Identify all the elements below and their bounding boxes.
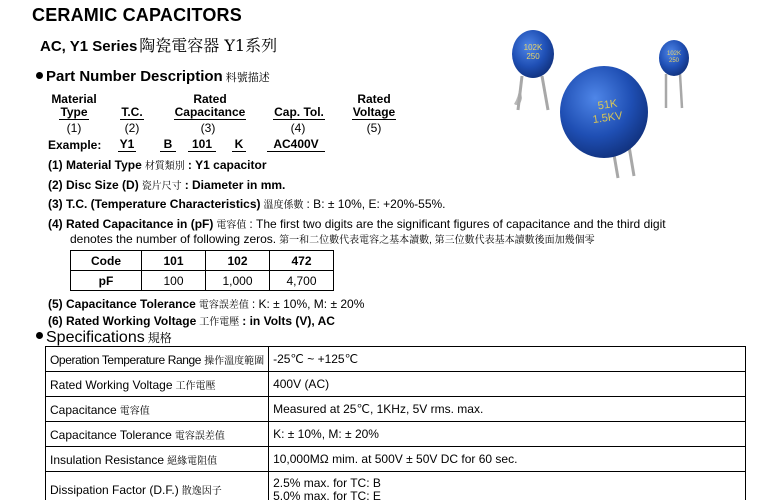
small-capacitor-marking: 102K [523,43,543,52]
desc-rated-working-voltage: (6) Rated Working Voltage 工作電壓 : in Volts (V), AC [48,314,335,328]
spec-value-cell: 400V (AC) [269,372,746,397]
table-header-cell: 102 [206,251,270,271]
spec-value-cell: Measured at 25℃, 1KHz, 5V rms. max. [269,397,746,422]
bullet-icon [36,72,43,79]
spec-value-cell: -25℃ ~ +125℃ [269,347,746,372]
desc-rated-capacitance: (4) Rated Capacitance in (pF) 電容值 : The first two digits are the significant figures of capacitance and the third digit [48,217,666,231]
table-header-cell: 472 [270,251,334,271]
column-label-line1: Rated [193,92,227,106]
column-index: (5) [366,121,382,135]
example-part-voltage: AC400V [267,138,325,152]
table-row [46,347,746,372]
desc-capacitance-tolerance: (5) Capacitance Tolerance 電容誤差值 : K: ± 10%, M: ± 20% [48,297,365,311]
series-heading [40,33,277,56]
column-label-line2: Cap. Tol. [274,105,324,119]
table-row [46,372,746,397]
part-number-heading [36,68,270,85]
large-capacitor-marking: 51K [597,97,619,113]
spec-value-cell: 2.5% max. for TC: B 5.0% max. for TC: E [269,472,746,500]
desc-rated-capacitance-cont: denotes the number of following zeros. 第一和二位數代表電容之基本讀數, 第三位數代表基本讀數後面加幾個零 [70,232,595,246]
table-header-cell: 101 [142,251,206,271]
column-material-type [46,93,102,120]
column-label-line2: T.C. [121,105,143,119]
table-row [46,397,746,422]
capacitance-code-table [70,250,334,291]
column-cap-tol [266,93,332,120]
table-header-cell: Code [71,251,142,271]
table-cell: 100 [142,271,206,291]
desc-material-type: (1) Material Type 材質類別 : Y1 capacitor [48,158,267,172]
table-cell: 1,000 [206,271,270,291]
bullet-icon [36,332,43,339]
spec-label-cell: Rated Working Voltage 工作電壓 [46,372,269,397]
table-cell: 4,700 [270,271,334,291]
column-label-line1: Material [51,92,97,106]
large-capacitor-marking: 1.5KV [591,110,624,127]
column-index: (2) [124,121,140,135]
example-part-capacitance: 101 [188,138,216,152]
specifications-heading-cjk: 規格 [147,331,172,345]
tiny-capacitor-marking: 250 [668,58,680,64]
capacitor-lead [518,76,522,110]
table-row [71,271,334,291]
example-label: Example: [48,138,102,152]
capacitor-lead [680,74,682,108]
column-label-line2: Type [60,105,88,119]
capacitor-lead [542,76,548,110]
column-rated-capacitance [168,93,252,120]
column-index: (4) [290,121,306,135]
column-label-line2: Voltage [352,105,396,119]
specifications-heading [36,329,172,347]
small-capacitor-marking: 250 [526,52,540,61]
example-part-tc: B [160,138,176,152]
tiny-capacitor-marking: 102K [666,51,682,57]
table-cell: pF [71,271,142,291]
column-index: (3) [200,121,216,135]
example-part-material: Y1 [119,137,135,151]
column-label-line1: Rated [357,92,391,106]
column-rated-voltage [344,93,404,120]
series-name-cjk: 陶瓷電容器 Y1系列 [139,36,278,55]
column-tc [112,93,152,120]
desc-disc-size: (2) Disc Size (D) 瓷片尺寸 : Diameter in mm. [48,178,286,192]
table-row [46,422,746,447]
spec-value-cell: K: ± 10%, M: ± 20% [269,422,746,447]
column-index: (1) [66,121,82,135]
spec-label-cell: Dissipation Factor (D.F.) 散逸因子 [46,472,269,500]
table-row [46,447,746,472]
page-title: CERAMIC CAPACITORS [32,5,242,25]
spec-label-cell: Capacitance Tolerance 電容誤差值 [46,422,269,447]
series-name: AC, Y1 Series [40,38,138,55]
spec-label-cell: Insulation Resistance 絕緣電阻值 [46,447,269,472]
specifications-table [45,346,746,500]
example-part-tolerance: K [232,138,246,152]
spec-value-cell: 10,000MΩ mim. at 500V ± 50V DC for 60 sec. [269,447,746,472]
table-row [71,251,334,271]
desc-temperature-characteristics: (3) T.C. (Temperature Characteristics) 溫度係數 : B: ± 10%, E: +20%-55%. [48,197,446,211]
table-row [46,472,746,500]
part-number-heading-text: Part Number Description [46,68,223,85]
specifications-heading-text: Specifications [46,329,145,346]
capacitor-photo [500,28,700,188]
spec-label-cell: Capacitance 電容值 [46,397,269,422]
part-number-heading-cjk: 料號描述 [225,72,270,84]
spec-label-cell: Operation Temperature Range 操作溫度範圍 [46,347,269,372]
column-label-line2: Capacitance [174,105,246,119]
